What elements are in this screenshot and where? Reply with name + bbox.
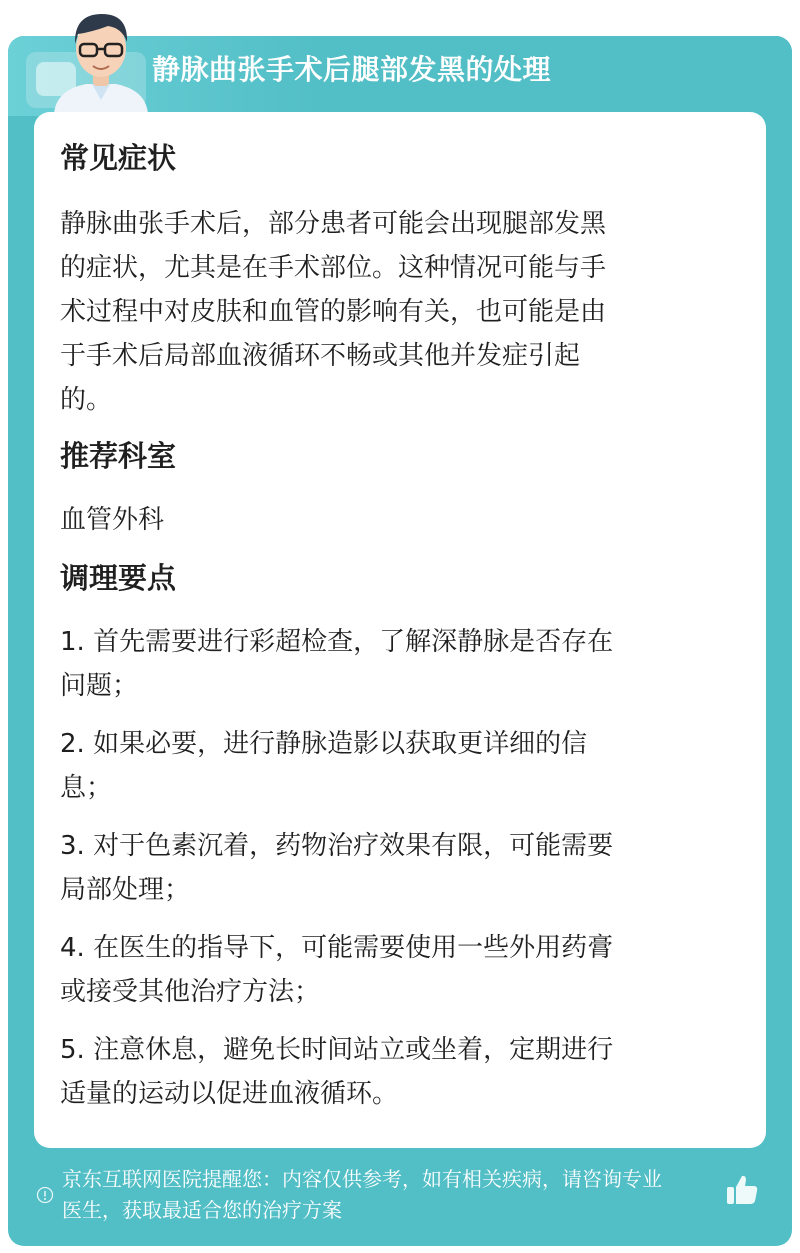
section-heading-department: 推荐科室 [60, 439, 177, 473]
disclaimer-line: 京东互联网医院提醒您：内容仅供参考，如有相关疾病，请咨询专业 [62, 1167, 662, 1191]
list-item: 3. 对于色素沉着，药物治疗效果有限，可能需要 局部处理； [60, 831, 614, 905]
paragraph-line: 术过程中对皮肤和血管的影响有关，也可能是由 [60, 297, 607, 327]
page-title: 静脉曲张手术后腿部发黑的处理 [152, 53, 552, 86]
list-item: 1. 首先需要进行彩超检查，了解深静脉是否存在 问题； [60, 627, 614, 701]
paragraph-line: 的症状，尤其是在手术部位。这种情况可能与手 [60, 253, 607, 283]
list-item: 5. 注意休息，避免长时间站立或坐着，定期进行 适量的运动以促进血液循环。 [60, 1035, 614, 1109]
list-item: 2. 如果必要，进行静脉造影以获取更详细的信 息； [60, 729, 588, 803]
list-item: 4. 在医生的指导下，可能需要使用一些外用药膏 或接受其他治疗方法； [60, 933, 614, 1007]
symptoms-paragraph [60, 202, 730, 422]
paragraph-line: 的。 [60, 385, 113, 415]
doctor-avatar [46, 4, 156, 114]
section-heading-symptoms: 常见症状 [60, 141, 177, 175]
paragraph-line: 静脉曲张手术后，部分患者可能会出现腿部发黑 [60, 209, 607, 239]
paragraph-line: 于手术后局部血液循环不畅或其他并发症引起 [60, 341, 581, 371]
disclaimer [62, 1164, 726, 1226]
disclaimer-line: 医生，获取最适合您的治疗方案 [62, 1198, 342, 1222]
care-list [60, 620, 730, 1116]
thumbs-up-icon[interactable] [724, 1172, 760, 1208]
department-text: 血管外科 [60, 505, 165, 535]
article-body [60, 130, 730, 1116]
info-circle-icon [36, 1186, 54, 1204]
section-heading-care: 调理要点 [60, 561, 177, 595]
